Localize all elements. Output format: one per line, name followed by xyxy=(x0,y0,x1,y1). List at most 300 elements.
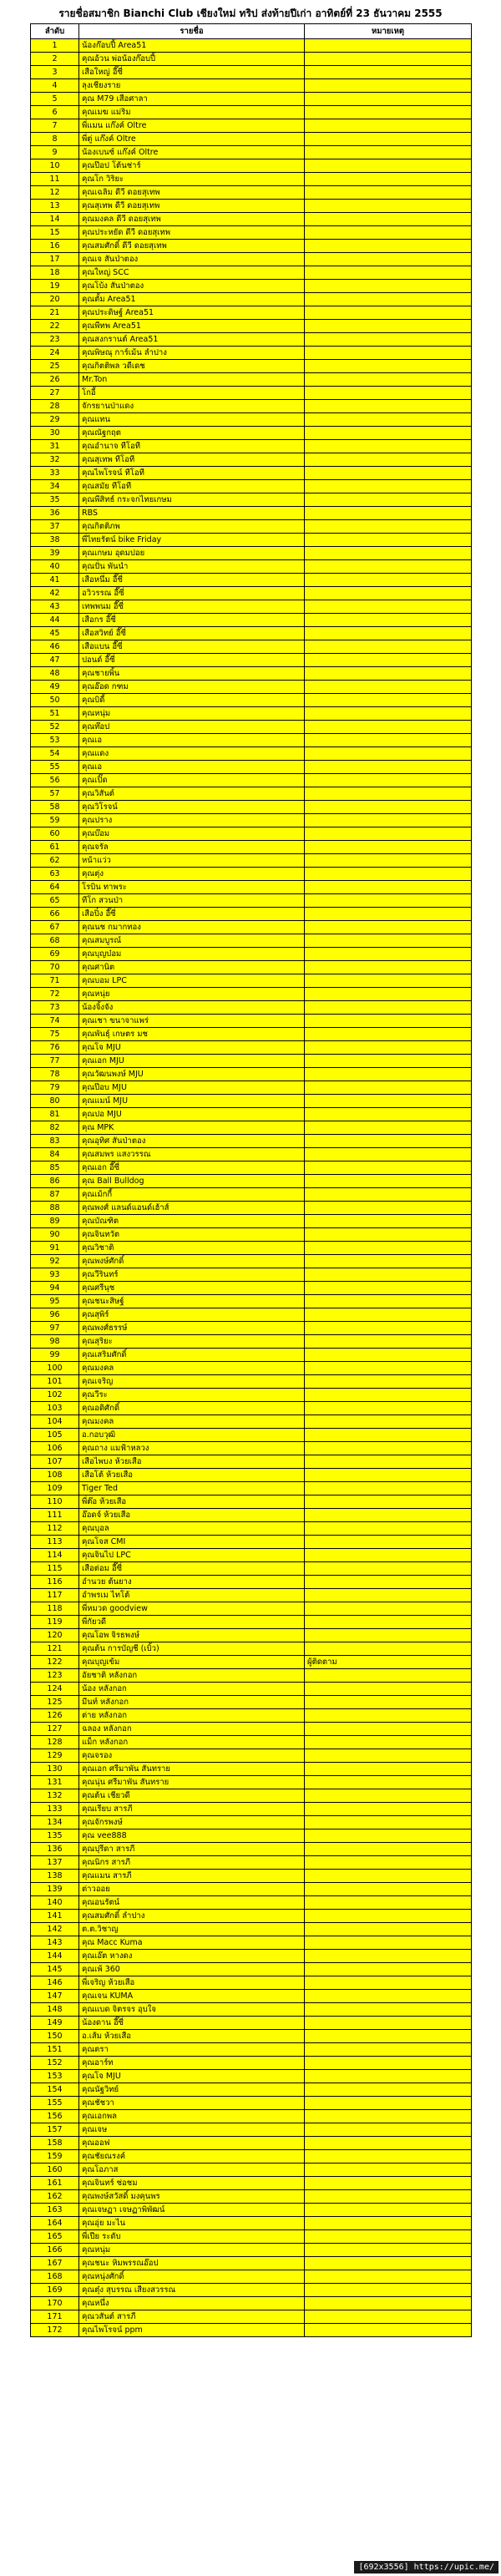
row-number: 64 xyxy=(31,881,79,894)
row-number: 130 xyxy=(31,1763,79,1776)
table-row xyxy=(31,1402,472,1415)
table-row xyxy=(31,2324,472,2337)
member-name: ทีโก สวนป่า xyxy=(79,894,305,908)
row-number: 90 xyxy=(31,1228,79,1242)
member-name: พี่แมน แก๊งค์ Oltre xyxy=(79,119,305,133)
row-note xyxy=(305,1175,472,1188)
table-row xyxy=(31,894,472,908)
table-row xyxy=(31,1215,472,1228)
table-row xyxy=(31,1963,472,1976)
table-row xyxy=(31,814,472,827)
row-note xyxy=(305,2083,472,2097)
row-note xyxy=(305,2257,472,2270)
member-name: Mr.Ton xyxy=(79,373,305,387)
row-number: 47 xyxy=(31,654,79,667)
row-note xyxy=(305,2030,472,2043)
row-note xyxy=(305,1188,472,1202)
table-row xyxy=(31,347,472,360)
member-name: คุณอำนาจ ทีโอที xyxy=(79,440,305,453)
table-row xyxy=(31,2003,472,2017)
member-name: คุณอนรัตน์ xyxy=(79,1896,305,1910)
row-note xyxy=(305,1055,472,1068)
member-name: คุณบิดี้ xyxy=(79,694,305,707)
row-note xyxy=(305,1816,472,1830)
member-name: คุณออฟ xyxy=(79,2137,305,2150)
row-note xyxy=(305,480,472,493)
table-row xyxy=(31,1950,472,1963)
table-row xyxy=(31,827,472,841)
row-number: 70 xyxy=(31,961,79,974)
row-note xyxy=(305,1803,472,1816)
row-number: 66 xyxy=(31,908,79,921)
table-row xyxy=(31,1669,472,1683)
table-row xyxy=(31,841,472,854)
row-note xyxy=(305,1990,472,2003)
row-number: 123 xyxy=(31,1669,79,1683)
member-name: คุณตรา xyxy=(79,2043,305,2057)
table-row xyxy=(31,1068,472,1081)
row-number: 34 xyxy=(31,480,79,493)
row-note xyxy=(305,1522,472,1536)
member-name: คุณมงคล xyxy=(79,1415,305,1429)
row-note xyxy=(305,1041,472,1055)
table-row xyxy=(31,761,472,774)
row-note xyxy=(305,881,472,894)
member-name: คุณไพโรจน์ ppm xyxy=(79,2324,305,2337)
table-row xyxy=(31,1148,472,1161)
member-name: คุณปราง xyxy=(79,814,305,827)
row-note xyxy=(305,1108,472,1121)
row-note xyxy=(305,640,472,654)
member-name: คุณเสริมศักดิ์ xyxy=(79,1349,305,1362)
table-row xyxy=(31,1041,472,1055)
row-number: 67 xyxy=(31,921,79,934)
table-row xyxy=(31,1188,472,1202)
table-row xyxy=(31,654,472,667)
table-row xyxy=(31,1576,472,1589)
row-number: 120 xyxy=(31,1629,79,1642)
member-name: คุณวิสันต์ xyxy=(79,787,305,801)
row-note xyxy=(305,534,472,547)
member-name: คุณศานิต xyxy=(79,961,305,974)
member-name: คุณชัชวา xyxy=(79,2097,305,2110)
row-note xyxy=(305,2284,472,2297)
row-note xyxy=(305,734,472,747)
table-row xyxy=(31,1015,472,1028)
row-number: 35 xyxy=(31,493,79,507)
table-row xyxy=(31,734,472,747)
row-note xyxy=(305,1723,472,1736)
row-number: 158 xyxy=(31,2137,79,2150)
row-number: 86 xyxy=(31,1175,79,1188)
row-note xyxy=(305,574,472,587)
table-row xyxy=(31,667,472,681)
row-number: 78 xyxy=(31,1068,79,1081)
member-name: คุณวิโรจน์ xyxy=(79,801,305,814)
table-row xyxy=(31,2110,472,2123)
row-number: 52 xyxy=(31,721,79,734)
table-row xyxy=(31,1308,472,1322)
table-row xyxy=(31,1562,472,1576)
table-row xyxy=(31,200,472,213)
row-note xyxy=(305,1602,472,1616)
member-name: คุณโอภาส xyxy=(79,2164,305,2177)
row-note xyxy=(305,186,472,200)
table-row xyxy=(31,320,472,333)
row-number: 85 xyxy=(31,1161,79,1175)
row-number: 23 xyxy=(31,333,79,347)
row-number: 4 xyxy=(31,79,79,93)
table-row xyxy=(31,1830,472,1843)
table-row xyxy=(31,1282,472,1295)
table-row xyxy=(31,253,472,266)
row-note xyxy=(305,2017,472,2030)
member-name: ฉลอง หลังกอก xyxy=(79,1723,305,1736)
row-note xyxy=(305,1589,472,1602)
row-number: 79 xyxy=(31,1081,79,1095)
row-number: 150 xyxy=(31,2030,79,2043)
row-number: 114 xyxy=(31,1549,79,1562)
table-row xyxy=(31,801,472,814)
row-note xyxy=(305,948,472,961)
table-row xyxy=(31,480,472,493)
table-row xyxy=(31,787,472,801)
row-number: 111 xyxy=(31,1509,79,1522)
table-row xyxy=(31,1763,472,1776)
member-name: คุณต้น เชียวดี xyxy=(79,1789,305,1803)
member-name: คุณจินทวัต xyxy=(79,1228,305,1242)
row-number: 117 xyxy=(31,1589,79,1602)
row-number: 166 xyxy=(31,2244,79,2257)
row-note xyxy=(305,1402,472,1415)
member-name: คุณเปิ๊ด xyxy=(79,774,305,787)
row-note xyxy=(305,173,472,186)
row-number: 102 xyxy=(31,1389,79,1402)
row-note xyxy=(305,774,472,787)
row-note xyxy=(305,79,472,93)
table-row xyxy=(31,961,472,974)
row-note xyxy=(305,1562,472,1576)
row-note xyxy=(305,213,472,226)
table-row xyxy=(31,1749,472,1763)
row-number: 145 xyxy=(31,1963,79,1976)
row-number: 37 xyxy=(31,520,79,534)
row-number: 122 xyxy=(31,1656,79,1669)
table-row xyxy=(31,333,472,347)
row-note xyxy=(305,493,472,507)
row-note xyxy=(305,266,472,280)
member-name: คุณอุ่ย มะไน xyxy=(79,2217,305,2230)
table-header xyxy=(31,24,472,39)
member-name: คุณเกษม อุดมปอย xyxy=(79,547,305,560)
table-row xyxy=(31,1509,472,1522)
column-header-number: ลำดับ xyxy=(31,24,79,39)
row-number: 110 xyxy=(31,1495,79,1509)
member-name: คุณท๊อป xyxy=(79,721,305,734)
member-name: คุณเอก ศรีมาพัน สันทราย xyxy=(79,1763,305,1776)
row-number: 152 xyxy=(31,2057,79,2070)
member-name: เสือสวิทย์ อี๊ซี่ xyxy=(79,627,305,640)
row-note xyxy=(305,226,472,240)
member-name: คุณแทน xyxy=(79,413,305,427)
row-number: 9 xyxy=(31,146,79,159)
row-note xyxy=(305,1830,472,1843)
table-row xyxy=(31,306,472,320)
row-number: 54 xyxy=(31,747,79,761)
row-note xyxy=(305,560,472,574)
table-row xyxy=(31,1469,472,1482)
member-name: คุณนิกร สารภี xyxy=(79,1856,305,1870)
member-name: คุณสงกรานต์ Area51 xyxy=(79,333,305,347)
row-number: 57 xyxy=(31,787,79,801)
table-row xyxy=(31,1683,472,1696)
row-number: 96 xyxy=(31,1308,79,1322)
row-note xyxy=(305,1148,472,1161)
row-note xyxy=(305,1415,472,1429)
member-name: คุณเอ xyxy=(79,734,305,747)
table-row xyxy=(31,1629,472,1642)
table-row xyxy=(31,1001,472,1015)
row-note xyxy=(305,2204,472,2217)
member-name: พี่ไทยรัตน์ bike Friday xyxy=(79,534,305,547)
row-note xyxy=(305,320,472,333)
table-row xyxy=(31,2190,472,2204)
member-name: เสือโต้ ห้วยเสือ xyxy=(79,1469,305,1482)
row-number: 132 xyxy=(31,1789,79,1803)
row-note xyxy=(305,547,472,560)
row-number: 28 xyxy=(31,400,79,413)
row-note xyxy=(305,1669,472,1683)
row-note xyxy=(305,2230,472,2244)
row-number: 42 xyxy=(31,587,79,600)
member-name: คุณสุริยะ xyxy=(79,1335,305,1349)
row-note xyxy=(305,721,472,734)
member-name: คุณ Macc Kuma xyxy=(79,1936,305,1950)
member-name: คุณเพ้ 360 xyxy=(79,1963,305,1976)
table-row xyxy=(31,1295,472,1308)
table-row xyxy=(31,721,472,734)
row-note xyxy=(305,1482,472,1495)
row-number: 89 xyxy=(31,1215,79,1228)
row-number: 30 xyxy=(31,427,79,440)
member-name: คุณปุรีดา สารภี xyxy=(79,1843,305,1856)
table-row xyxy=(31,159,472,173)
table-row xyxy=(31,146,472,159)
table-row xyxy=(31,1789,472,1803)
member-name: คุณสมบูรณ์ xyxy=(79,934,305,948)
row-note xyxy=(305,894,472,908)
member-name: คุณอ้วน พ่อน้องก๊อบปี้ xyxy=(79,53,305,66)
row-note xyxy=(305,467,472,480)
member-name: คุณจักรพงษ์ xyxy=(79,1816,305,1830)
member-name: พี่เจริญ ห้วยเสือ xyxy=(79,1976,305,1990)
row-note xyxy=(305,2177,472,2190)
row-note xyxy=(305,1095,472,1108)
member-name: คุณโจส CMI xyxy=(79,1536,305,1549)
row-number: 81 xyxy=(31,1108,79,1121)
member-name: คุณบุญเข้ม xyxy=(79,1656,305,1669)
member-name: คุณนุ่น ศรีมาพัน สันทราย xyxy=(79,1776,305,1789)
table-row xyxy=(31,1856,472,1870)
table-row xyxy=(31,2057,472,2070)
row-note xyxy=(305,787,472,801)
table-row xyxy=(31,1268,472,1282)
row-note xyxy=(305,400,472,413)
spreadsheet xyxy=(30,3,471,2337)
row-note xyxy=(305,1255,472,1268)
row-note xyxy=(305,2297,472,2310)
row-number: 18 xyxy=(31,266,79,280)
row-note xyxy=(305,1215,472,1228)
member-name: คุณสมัย ทีโอที xyxy=(79,480,305,493)
table-row xyxy=(31,1415,472,1429)
row-note xyxy=(305,1295,472,1308)
member-name: คุณเจษฏา เจษฏาพิพัฒน์ xyxy=(79,2204,305,2217)
row-number: 140 xyxy=(31,1896,79,1910)
row-note xyxy=(305,1843,472,1856)
row-number: 138 xyxy=(31,1870,79,1883)
row-number: 33 xyxy=(31,467,79,480)
member-name: พี่หมวด goodview xyxy=(79,1602,305,1616)
table-row xyxy=(31,974,472,988)
row-number: 118 xyxy=(31,1602,79,1616)
row-note xyxy=(305,1896,472,1910)
row-note xyxy=(305,1455,472,1469)
table-row xyxy=(31,1429,472,1442)
row-number: 82 xyxy=(31,1121,79,1135)
table-row xyxy=(31,387,472,400)
table-row xyxy=(31,427,472,440)
member-name: คุณถาง แมฟ้าหลวง xyxy=(79,1442,305,1455)
table-row xyxy=(31,1108,472,1121)
row-note xyxy=(305,2310,472,2324)
table-row xyxy=(31,1990,472,2003)
table-row xyxy=(31,2017,472,2030)
row-number: 169 xyxy=(31,2284,79,2297)
table-row xyxy=(31,948,472,961)
row-number: 87 xyxy=(31,1188,79,1202)
table-row xyxy=(31,1736,472,1749)
member-name: คุณเอก MJU xyxy=(79,1055,305,1068)
row-number: 109 xyxy=(31,1482,79,1495)
row-note xyxy=(305,280,472,293)
member-name: อวิวรรณ อี๊ซี่ xyxy=(79,587,305,600)
row-number: 92 xyxy=(31,1255,79,1268)
row-number: 160 xyxy=(31,2164,79,2177)
row-number: 134 xyxy=(31,1816,79,1830)
row-note xyxy=(305,1509,472,1522)
member-name: เสือปิ๋ง อี๊ซี่ xyxy=(79,908,305,921)
row-number: 148 xyxy=(31,2003,79,2017)
member-name: คุณโอพ จิรธพงษ์ xyxy=(79,1629,305,1642)
row-note xyxy=(305,119,472,133)
row-note xyxy=(305,1015,472,1028)
table-body xyxy=(31,39,472,2337)
row-number: 59 xyxy=(31,814,79,827)
row-number: 115 xyxy=(31,1562,79,1576)
row-note xyxy=(305,66,472,79)
row-number: 1 xyxy=(31,39,79,53)
member-name: คุณจินไป LPC xyxy=(79,1549,305,1562)
row-note xyxy=(305,1749,472,1763)
row-number: 13 xyxy=(31,200,79,213)
table-row xyxy=(31,106,472,119)
member-name: คุณ MPK xyxy=(79,1121,305,1135)
table-row xyxy=(31,681,472,694)
table-row xyxy=(31,119,472,133)
row-number: 100 xyxy=(31,1362,79,1375)
member-name: คุณมงคล ดีวี ดอยสุเทพ xyxy=(79,213,305,226)
row-number: 38 xyxy=(31,534,79,547)
table-row xyxy=(31,600,472,614)
member-name: คุณเมฆ แม่ริม xyxy=(79,106,305,119)
table-row xyxy=(31,360,472,373)
row-note xyxy=(305,1536,472,1549)
row-note xyxy=(305,1683,472,1696)
member-name: คุณสมศักดิ์ ดีวี ดอยสุเทพ xyxy=(79,240,305,253)
member-name: RBS xyxy=(79,507,305,520)
table-row xyxy=(31,1095,472,1108)
table-row xyxy=(31,39,472,53)
row-number: 80 xyxy=(31,1095,79,1108)
table-row xyxy=(31,1362,472,1375)
table-row xyxy=(31,1843,472,1856)
row-note xyxy=(305,1068,472,1081)
row-note xyxy=(305,159,472,173)
row-number: 159 xyxy=(31,2150,79,2164)
row-note xyxy=(305,146,472,159)
row-note xyxy=(305,1442,472,1455)
row-note xyxy=(305,1576,472,1589)
row-number: 157 xyxy=(31,2123,79,2137)
member-name: คุณมงคล xyxy=(79,1362,305,1375)
row-number: 6 xyxy=(31,106,79,119)
member-name: คุณบอม LPC xyxy=(79,974,305,988)
member-name: คุณวีรินทร์ xyxy=(79,1268,305,1282)
row-number: 51 xyxy=(31,707,79,721)
row-number: 154 xyxy=(31,2083,79,2097)
row-note xyxy=(305,1789,472,1803)
row-number: 45 xyxy=(31,627,79,640)
row-number: 149 xyxy=(31,2017,79,2030)
member-name: เสือใหญ่ อี๊ซี่ xyxy=(79,66,305,79)
row-note xyxy=(305,1228,472,1242)
row-number: 40 xyxy=(31,560,79,574)
table-row xyxy=(31,921,472,934)
table-row xyxy=(31,2043,472,2057)
row-number: 74 xyxy=(31,1015,79,1028)
row-note xyxy=(305,1709,472,1723)
member-name: คุณใหญ่ SCC xyxy=(79,266,305,280)
row-number: 116 xyxy=(31,1576,79,1589)
member-name: คุณณัฐกฤต xyxy=(79,427,305,440)
row-number: 164 xyxy=(31,2217,79,2230)
row-note xyxy=(305,1936,472,1950)
table-row xyxy=(31,266,472,280)
table-row xyxy=(31,293,472,306)
table-row xyxy=(31,1228,472,1242)
row-note xyxy=(305,908,472,921)
row-number: 69 xyxy=(31,948,79,961)
row-note xyxy=(305,600,472,614)
row-number: 24 xyxy=(31,347,79,360)
table-row xyxy=(31,1055,472,1068)
member-name: คุณบุญบ๋อม xyxy=(79,948,305,961)
row-number: 167 xyxy=(31,2257,79,2270)
member-name: คุณหนุ่ม xyxy=(79,707,305,721)
row-number: 104 xyxy=(31,1415,79,1429)
row-number: 19 xyxy=(31,280,79,293)
